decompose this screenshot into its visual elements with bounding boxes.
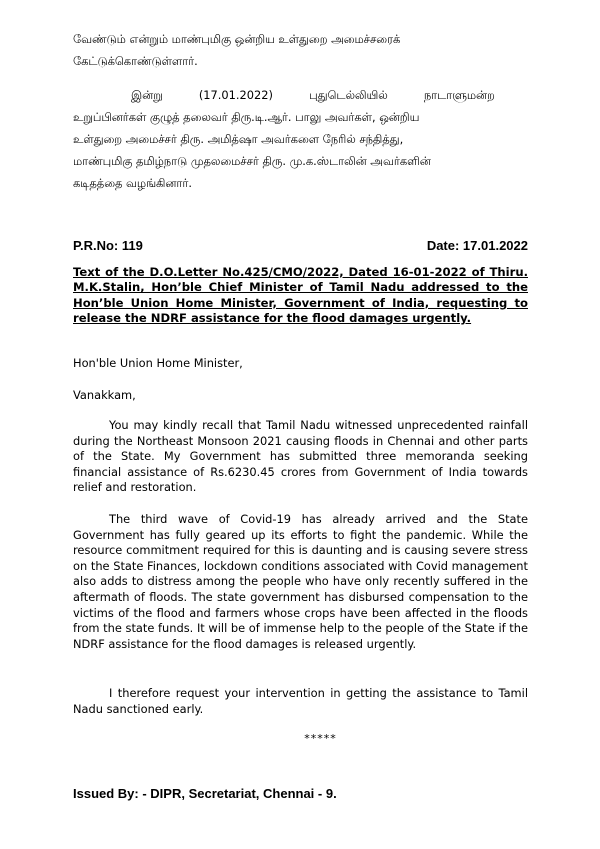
issued-by: Issued By: - DIPR, Secretariat, Chennai - 9. xyxy=(73,786,337,801)
greeting: Vanakkam, xyxy=(73,388,136,402)
body-paragraph-3: I therefore request your intervention in getting the assistance to Tamil Nadu sanctioned early. xyxy=(73,686,528,716)
body-paragraph-2: The third wave of Covid-19 has already arrived and the State Government has fully geared up its efforts to fight the pandemic. While the resource commitment required for this is daunting and is causing severe stress on the State Finances, lockdown conditions associated with Covid management also adds to distress among the people who have only recently suffered in the aftermath of floods. The state government has disbursed compensation to the victims of the flood and farmers whose crops have been affected in the floods from the state funds. It will be of immense help to the people of the State if the NDRF assistance for the flood damages is released urgently. xyxy=(73,512,528,651)
section-separator: ***** xyxy=(304,732,337,745)
tamil-line: இன்று (17.01.2022) புதுடெல்லியில் நாடாளுமன்ற xyxy=(131,88,495,102)
tamil-paragraph-1 xyxy=(73,28,528,72)
release-date: Date: 17.01.2022 xyxy=(426,238,528,253)
salutation: Hon'ble Union Home Minister, xyxy=(73,356,243,370)
tamil-line: உறுப்பினர்கள் குழுத் தலைவர் திரு.டி.ஆர். பாலு அவர்கள், ஒன்றிய xyxy=(73,110,420,124)
tamil-line: உள்துறை அமைச்சர் திரு. அமித்ஷா அவர்களை நேரில் சந்தித்து, xyxy=(73,132,404,146)
tamil-line: வேண்டும் என்றும் மாண்புமிகு ஒன்றிய உள்துறை அமைச்சரைக் xyxy=(73,32,401,46)
tamil-line: கடிதத்தை வழங்கினார். xyxy=(73,176,192,190)
pr-number: P.R.No: 119 xyxy=(73,238,143,253)
letter-subject: Text of the D.O.Letter No.425/CMO/2022, Dated 16-01-2022 of Thiru. M.K.Stalin, Hon’ble Chief Minister of Tamil Nadu addressed to the Hon’ble Union Home Minister, Government of India, requesting to release the NDRF assistance for the flood damages urgently. xyxy=(73,265,528,325)
tamil-line: மாண்புமிகு தமிழ்நாடு முதலமைச்சர் திரு. மு.க.ஸ்டாலின் அவர்களின் xyxy=(73,154,431,168)
tamil-paragraph-2 xyxy=(73,84,528,194)
tamil-line: கேட்டுக்கொண்டுள்ளார். xyxy=(73,54,198,68)
press-release-header xyxy=(73,238,528,253)
body-paragraph-1: You may kindly recall that Tamil Nadu witnessed unprecedented rainfall during the Northeast Monsoon 2021 causing floods in Chennai and other parts of the State. My Government has submitted three memoranda seeking financial assistance of Rs.6230.45 crores from Government of India towards relief and restoration. xyxy=(73,418,528,495)
